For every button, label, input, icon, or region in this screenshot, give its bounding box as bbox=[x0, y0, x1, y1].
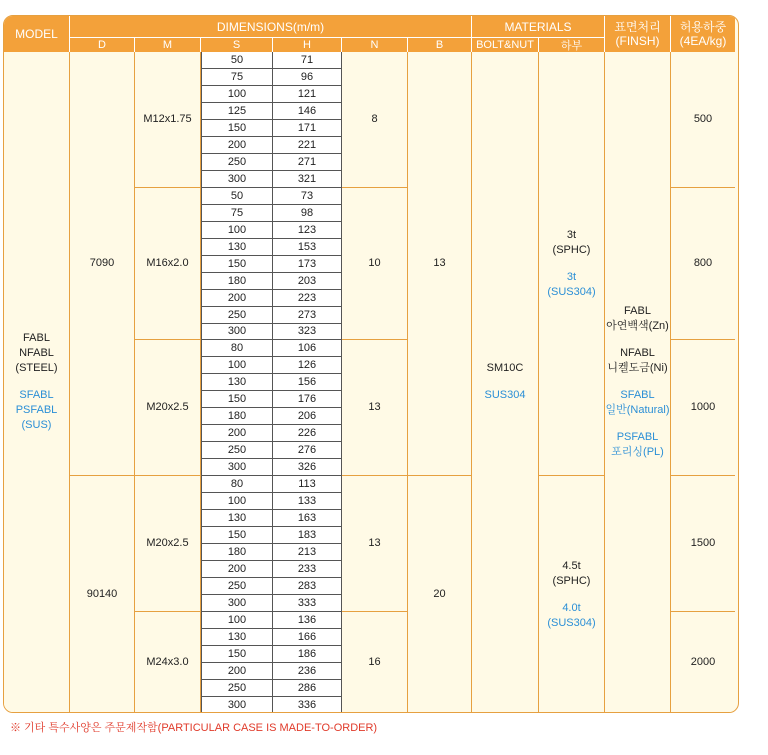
s-value-cell: 300 bbox=[201, 697, 273, 713]
h-value-cell: 106 bbox=[273, 340, 342, 357]
header-finish-kr: 표면처리 bbox=[614, 20, 661, 34]
h-value-cell: 226 bbox=[273, 425, 342, 442]
spec-table bbox=[3, 15, 739, 713]
s-value-cell: 150 bbox=[201, 391, 273, 408]
thread-size-cell: M12x1.75 bbox=[135, 52, 201, 188]
finish-sus: 일반(Natural) bbox=[605, 404, 670, 417]
s-value-cell: 80 bbox=[201, 476, 273, 493]
h-value-cell: 271 bbox=[273, 154, 342, 171]
s-value-cell: 100 bbox=[201, 612, 273, 629]
s-value-cell: 300 bbox=[201, 171, 273, 188]
s-value-cell: 250 bbox=[201, 307, 273, 324]
h-value-cell: 176 bbox=[273, 391, 342, 408]
s-value-cell: 130 bbox=[201, 629, 273, 646]
header-s: S bbox=[201, 37, 273, 52]
thread-size-cell: M20x2.5 bbox=[135, 476, 201, 612]
h-value-cell: 156 bbox=[273, 374, 342, 391]
load-cell: 2000 bbox=[671, 612, 735, 713]
s-value-cell: 75 bbox=[201, 69, 273, 86]
finish-steel: 니켈도금(Ni) bbox=[607, 362, 668, 375]
model-steel-line: NFABL bbox=[19, 347, 54, 360]
finish-steel: 아연백색(Zn) bbox=[606, 320, 669, 333]
header-model: MODEL bbox=[4, 16, 70, 52]
h-value-cell: 186 bbox=[273, 646, 342, 663]
finish-steel: NFABL bbox=[620, 347, 655, 360]
h-value-cell: 221 bbox=[273, 137, 342, 154]
lower-steel: (SPHC) bbox=[552, 574, 591, 587]
s-value-cell: 100 bbox=[201, 493, 273, 510]
h-value-cell: 136 bbox=[273, 612, 342, 629]
s-value-cell: 150 bbox=[201, 256, 273, 273]
h-value-cell: 153 bbox=[273, 239, 342, 256]
s-value-cell: 300 bbox=[201, 459, 273, 476]
h-value-cell: 286 bbox=[273, 680, 342, 697]
header-materials: MATERIALS bbox=[472, 16, 605, 37]
model-sus-line: SFABL bbox=[19, 389, 54, 402]
thread-size-cell: M20x2.5 bbox=[135, 340, 201, 476]
lower-sus: (SUS304) bbox=[547, 616, 596, 629]
d-value-cell: 90140 bbox=[70, 476, 135, 713]
h-value-cell: 206 bbox=[273, 408, 342, 425]
s-value-cell: 50 bbox=[201, 188, 273, 205]
h-value-cell: 113 bbox=[273, 476, 342, 493]
s-value-cell: 200 bbox=[201, 425, 273, 442]
h-value-cell: 96 bbox=[273, 69, 342, 86]
h-value-cell: 71 bbox=[273, 52, 342, 69]
s-value-cell: 180 bbox=[201, 273, 273, 290]
s-value-cell: 100 bbox=[201, 222, 273, 239]
thread-size-cell: M24x3.0 bbox=[135, 612, 201, 713]
n-value-cell: 8 bbox=[342, 52, 408, 188]
n-value-cell: 16 bbox=[342, 612, 408, 713]
s-value-cell: 130 bbox=[201, 510, 273, 527]
lower-steel: 4.5t bbox=[562, 559, 581, 572]
h-value-cell: 333 bbox=[273, 595, 342, 612]
lower-cell bbox=[539, 476, 605, 713]
d-value-cell: 7090 bbox=[70, 52, 135, 476]
lower-steel: (SPHC) bbox=[552, 243, 591, 256]
load-cell: 1500 bbox=[671, 476, 735, 612]
h-value-cell: 323 bbox=[273, 324, 342, 341]
h-value-cell: 233 bbox=[273, 561, 342, 578]
s-value-cell: 200 bbox=[201, 290, 273, 307]
order-note: ※ 기타 특수사양은 주문제작함(PARTICULAR CASE IS MADE-TO-ORDER) bbox=[10, 722, 378, 734]
s-value-cell: 150 bbox=[201, 646, 273, 663]
b-value-cell: 20 bbox=[408, 476, 472, 713]
h-value-cell: 236 bbox=[273, 663, 342, 680]
h-value-cell: 321 bbox=[273, 171, 342, 188]
h-value-cell: 98 bbox=[273, 205, 342, 222]
thread-size-cell: M16x2.0 bbox=[135, 188, 201, 341]
header-b: B bbox=[408, 37, 472, 52]
s-value-cell: 80 bbox=[201, 340, 273, 357]
n-value-cell: 13 bbox=[342, 476, 408, 612]
s-value-cell: 300 bbox=[201, 595, 273, 612]
s-value-cell: 250 bbox=[201, 578, 273, 595]
h-value-cell: 183 bbox=[273, 527, 342, 544]
lower-steel: 3t bbox=[566, 228, 577, 241]
s-value-cell: 180 bbox=[201, 544, 273, 561]
model-cell bbox=[4, 52, 70, 713]
h-value-cell: 171 bbox=[273, 120, 342, 137]
header-h: H bbox=[273, 37, 342, 52]
model-sus-line: (SUS) bbox=[21, 419, 52, 432]
finish-steel: FABL bbox=[624, 305, 651, 318]
s-value-cell: 250 bbox=[201, 442, 273, 459]
s-value-cell: 75 bbox=[201, 205, 273, 222]
n-value-cell: 10 bbox=[342, 188, 408, 341]
s-value-cell: 50 bbox=[201, 52, 273, 69]
lower-sus: 4.0t bbox=[562, 601, 581, 614]
load-cell: 800 bbox=[671, 188, 735, 341]
header-finish-en: (FINSH) bbox=[615, 34, 660, 48]
s-value-cell: 150 bbox=[201, 527, 273, 544]
h-value-cell: 133 bbox=[273, 493, 342, 510]
s-value-cell: 300 bbox=[201, 324, 273, 341]
h-value-cell: 276 bbox=[273, 442, 342, 459]
s-value-cell: 150 bbox=[201, 120, 273, 137]
lower-sus: 3t bbox=[566, 270, 577, 283]
header-m: M bbox=[135, 37, 201, 52]
model-steel-line: FABL bbox=[23, 332, 50, 345]
lower-sus: (SUS304) bbox=[547, 285, 596, 298]
header-load-kr: 허용하중 bbox=[679, 20, 727, 34]
h-value-cell: 203 bbox=[273, 273, 342, 290]
header-load bbox=[671, 16, 735, 52]
s-value-cell: 200 bbox=[201, 663, 273, 680]
header-finish bbox=[605, 16, 671, 52]
finish-sus: 포리싱(PL) bbox=[611, 446, 664, 459]
h-value-cell: 146 bbox=[273, 103, 342, 120]
s-value-cell: 130 bbox=[201, 239, 273, 256]
header-lower: 하부 bbox=[539, 37, 605, 52]
h-value-cell: 73 bbox=[273, 188, 342, 205]
s-value-cell: 100 bbox=[201, 86, 273, 103]
s-value-cell: 100 bbox=[201, 357, 273, 374]
h-value-cell: 166 bbox=[273, 629, 342, 646]
header-bolt-nut: BOLT&NUT bbox=[472, 37, 539, 52]
load-cell: 500 bbox=[671, 52, 735, 188]
s-value-cell: 250 bbox=[201, 680, 273, 697]
h-value-cell: 223 bbox=[273, 290, 342, 307]
s-value-cell: 180 bbox=[201, 408, 273, 425]
header-n: N bbox=[342, 37, 408, 52]
bolt-nut-cell bbox=[472, 52, 539, 713]
h-value-cell: 163 bbox=[273, 510, 342, 527]
h-value-cell: 173 bbox=[273, 256, 342, 273]
bolt-nut-sus: SUS304 bbox=[484, 389, 526, 402]
h-value-cell: 273 bbox=[273, 307, 342, 324]
b-value-cell: 13 bbox=[408, 52, 472, 476]
h-value-cell: 336 bbox=[273, 697, 342, 713]
h-value-cell: 123 bbox=[273, 222, 342, 239]
finish-cell bbox=[605, 52, 671, 713]
s-value-cell: 250 bbox=[201, 154, 273, 171]
model-sus-line: PSFABL bbox=[15, 404, 58, 417]
finish-sus: SFABL bbox=[620, 389, 655, 402]
h-value-cell: 126 bbox=[273, 357, 342, 374]
header-load-en: (4EA/kg) bbox=[679, 34, 727, 48]
s-value-cell: 130 bbox=[201, 374, 273, 391]
n-value-cell: 13 bbox=[342, 340, 408, 476]
bolt-nut-steel: SM10C bbox=[486, 362, 524, 375]
h-value-cell: 283 bbox=[273, 578, 342, 595]
header-dimensions: DIMENSIONS(m/m) bbox=[70, 16, 472, 37]
lower-cell bbox=[539, 52, 605, 476]
h-value-cell: 213 bbox=[273, 544, 342, 561]
spec-grid bbox=[4, 16, 739, 713]
model-steel-line: (STEEL) bbox=[15, 362, 58, 375]
h-value-cell: 121 bbox=[273, 86, 342, 103]
load-cell: 1000 bbox=[671, 340, 735, 476]
finish-sus: PSFABL bbox=[616, 431, 659, 444]
h-value-cell: 326 bbox=[273, 459, 342, 476]
header-d: D bbox=[70, 37, 135, 52]
s-value-cell: 200 bbox=[201, 561, 273, 578]
s-value-cell: 125 bbox=[201, 103, 273, 120]
s-value-cell: 200 bbox=[201, 137, 273, 154]
